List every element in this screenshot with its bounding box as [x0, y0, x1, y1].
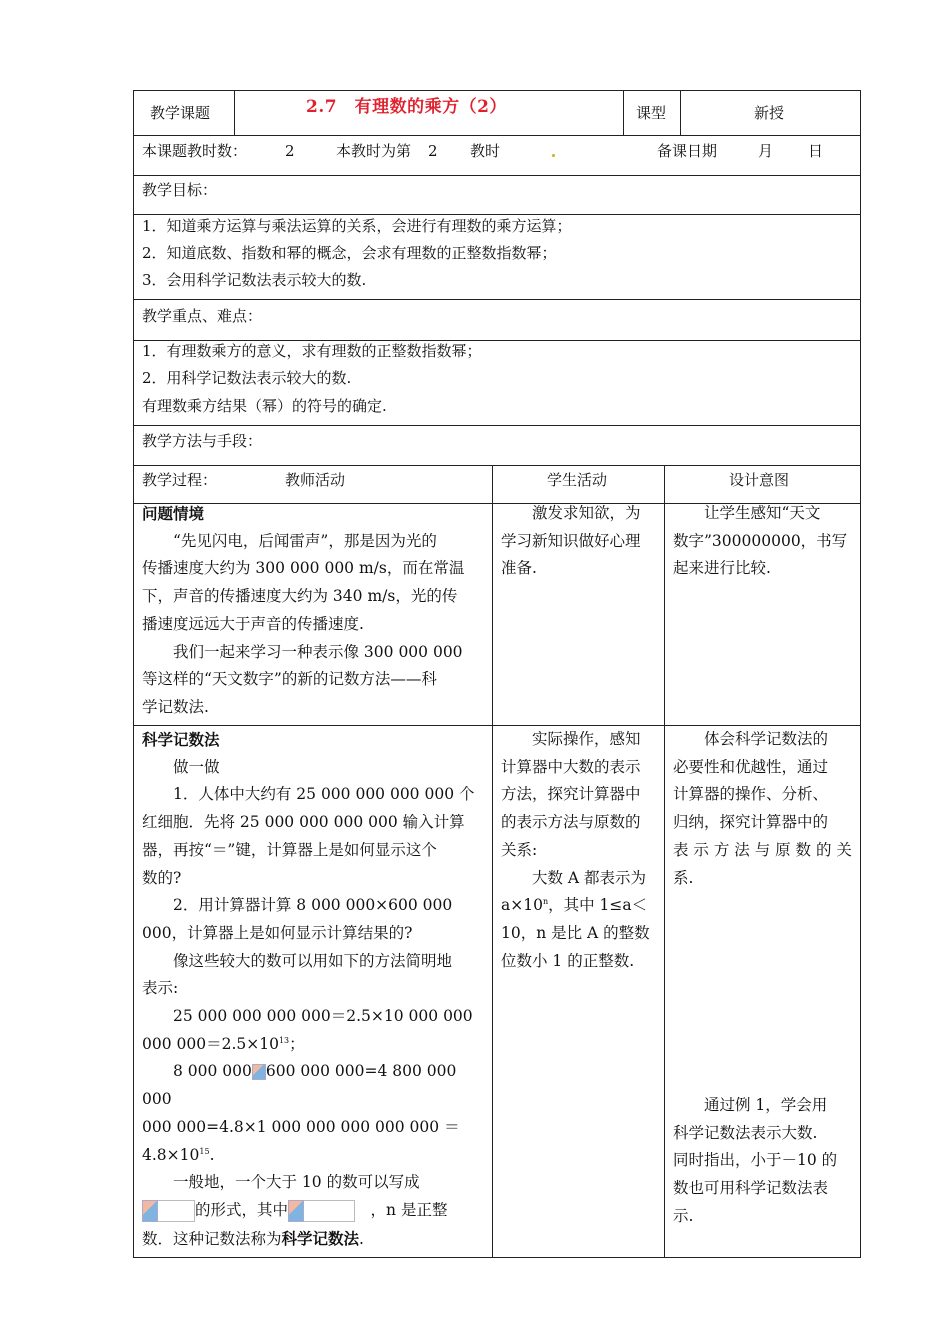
n-text: ，n 是正整 [370, 1200, 448, 1219]
image-placeholder [304, 1200, 355, 1222]
section1-student-line: 准备. [501, 559, 537, 578]
section2-student-line: 方法，探究计算器中 [501, 785, 641, 804]
section2-student-line: 大数 A 都表示为 [501, 868, 647, 887]
section2-student-line: 位数小 1 的正整数. [501, 951, 635, 970]
section1-teacher-line: 播速度远远大于声音的传播速度. [142, 614, 364, 633]
section2-form-line [142, 1197, 487, 1225]
section2-teacher-line: 像这些较大的数可以用如下的方法简明地 [142, 951, 453, 970]
section1-student-line: 激发求知欲，为 [501, 504, 641, 522]
section2-last-line [142, 1225, 487, 1254]
section2-design-line: 同时指出，小于－10 的 [673, 1151, 838, 1170]
section2-teacher-line: 000 000=4.8×1 000 000 000 000 000 ＝ [142, 1117, 460, 1136]
section2-design-line: 计算器的操作、分析、 [673, 785, 829, 804]
current-label: 本教时为第 [336, 142, 412, 160]
section2-result-line [142, 1142, 487, 1170]
exponent: n [542, 897, 549, 907]
topic-label: 教学课题 [150, 104, 211, 122]
section2-teacher-line: 表示: [142, 979, 179, 998]
section2-design-line: 必要性和优越性，通过 [673, 757, 829, 776]
broken-image-icon [142, 1200, 158, 1222]
section2-student-line: 计算器中大数的表示 [501, 757, 641, 776]
prep-date-label: 备课日期 [657, 142, 718, 160]
type-value: 新授 [754, 104, 785, 122]
key-point-item: 1．有理数乘方的意义，求有理数的正整数指数幂； [142, 342, 482, 360]
key-point-item: 2．用科学记数法表示较大的数. [142, 369, 352, 387]
teacher-activity-header: 教师活动 [285, 471, 346, 489]
section2-student-line: 实际操作，感知 [501, 730, 641, 748]
hours-value: 2 [285, 142, 295, 160]
day-label: 日 [808, 142, 824, 160]
section2-design-cell-bottom [673, 1092, 855, 1231]
equation-text: 000 000＝2.5×10 [142, 1034, 279, 1053]
period: . [209, 1145, 215, 1164]
table-right-border [860, 90, 861, 1258]
section2-teacher-cell [142, 726, 487, 1253]
section2-multiply-line [142, 1058, 487, 1113]
section2-design-line: 系. [673, 868, 694, 887]
multiply-text: 8 000 000 [142, 1062, 252, 1081]
current-value: 2 [428, 142, 438, 160]
row-divider [133, 465, 861, 466]
form-text: 的形式，其中 [195, 1200, 289, 1219]
semicolon: ； [289, 1034, 305, 1053]
section1-heading: 问题情境 [142, 504, 205, 523]
table-left-border [133, 90, 134, 1258]
objectives-label: 教学目标： [142, 181, 218, 199]
section1-teacher-line: 下，声音的传播速度大约为 340 m/s，光的传 [142, 587, 458, 606]
section1-teacher-cell [142, 500, 487, 722]
broken-image-icon [288, 1200, 304, 1222]
section2-student-line: 的表示方法与原数的 [501, 813, 641, 832]
section2-design-line: 科学记数法表示大数. [673, 1123, 818, 1142]
objective-item: 1．知道乘方运算与乘法运算的关系，会进行有理数的乘方运算； [142, 217, 572, 235]
design-intent-header: 设计意图 [729, 471, 790, 489]
key-points-label: 教学重点、难点： [142, 307, 263, 325]
col-divider [680, 90, 681, 135]
type-label: 课型 [636, 104, 667, 122]
section1-teacher-line: 我们一起来学习一种表示像 300 000 000 [142, 642, 463, 661]
month-label: 月 [758, 142, 774, 160]
row-divider [133, 214, 861, 215]
section2-equation-line [142, 1031, 487, 1059]
row-divider [133, 299, 861, 300]
row-divider [133, 425, 861, 426]
last-line-prefix: 数．这种记数法称为 [142, 1229, 282, 1248]
exponent: 15 [199, 1146, 210, 1156]
objective-item: 3．会用科学记数法表示较大的数. [142, 271, 367, 289]
multiply-tail: 600 000 000=4 800 000 000 [142, 1062, 457, 1109]
formula-tail: ，其中 1≤a＜ [548, 896, 648, 915]
objective-item: 2．知道底数、指数和幂的概念，会求有理数的正整数指数幂； [142, 244, 557, 262]
col-divider [234, 90, 235, 135]
row-divider [133, 175, 861, 176]
exponent: 13 [278, 1035, 290, 1045]
hours-label: 本课题教时数： [142, 142, 248, 160]
section2-teacher-line: 做一做 [142, 757, 220, 776]
lesson-title: 2.7 有理数的乘方（2） [306, 97, 507, 117]
current-suffix: 教时 [470, 142, 501, 160]
table-top-border [133, 90, 861, 91]
section2-teacher-line: 器，再按“＝”键，计算器上是如何显示这个 [142, 840, 437, 859]
broken-image-icon [252, 1064, 266, 1080]
section2-design-line: 示. [673, 1206, 694, 1225]
section1-student-cell [501, 500, 659, 583]
section2-student-formula-line [501, 892, 659, 920]
section2-teacher-line: 1．人体中大约有 25 000 000 000 000 个 [142, 785, 475, 804]
section2-student-cell [501, 726, 659, 975]
result-text: 4.8×10 [142, 1145, 200, 1164]
formula-text: a×10 [501, 896, 543, 915]
image-placeholder [158, 1200, 195, 1222]
last-line-suffix: . [359, 1229, 364, 1248]
section2-teacher-line: 000，计算器上是如何显示计算结果的? [142, 923, 413, 942]
section1-student-line: 学习新知识做好心理 [501, 531, 641, 550]
col-divider [664, 465, 665, 1258]
section2-design-line: 通过例 1，学会用 [673, 1096, 828, 1114]
section1-design-line: 让学生感知“天文 [673, 504, 821, 522]
key-point-item: 有理数乘方结果（幂）的符号的确定. [142, 397, 387, 415]
col-divider [623, 90, 624, 135]
table-bottom-border [133, 1257, 861, 1258]
student-activity-header: 学生活动 [547, 471, 608, 489]
section1-design-line: 数字”300000000，书写 [673, 531, 848, 550]
section2-design-cell [673, 726, 855, 892]
section2-teacher-line: 25 000 000 000 000＝2.5×10 000 000 [142, 1007, 473, 1026]
section2-teacher-line: 2．用计算器计算 8 000 000×600 000 [142, 896, 453, 915]
process-label: 教学过程： [142, 471, 218, 489]
section2-student-line: 10，n 是比 A 的整数 [501, 923, 650, 942]
col-divider [492, 465, 493, 1258]
section2-teacher-line: 红细胞．先将 25 000 000 000 000 输入计算 [142, 813, 465, 832]
section2-teacher-line: 数的? [142, 868, 182, 887]
section2-design-line: 数也可用科学记数法表 [673, 1179, 829, 1198]
section2-heading: 科学记数法 [142, 730, 220, 749]
section1-design-line: 起来进行比较. [673, 559, 771, 578]
section2-teacher-line: 一般地，一个大于 10 的数可以写成 [142, 1173, 420, 1192]
section2-student-line: 关系: [501, 840, 538, 859]
section1-teacher-line: 等这样的“天文数字”的新的记数方法——科 [142, 670, 437, 689]
section1-teacher-line: 学记数法. [142, 697, 209, 716]
row-divider [133, 340, 861, 341]
section1-design-cell [673, 500, 855, 583]
scientific-notation-term: 科学记数法 [281, 1228, 360, 1248]
section2-design-line: 体会科学记数法的 [673, 730, 829, 748]
section2-design-line: 表 示 方 法 与 原 数 的 关 [673, 840, 852, 859]
section1-teacher-line: 传播速度大约为 300 000 000 m/s，而在常温 [142, 559, 465, 578]
speck-mark [552, 154, 555, 157]
row-divider [133, 135, 861, 136]
section1-teacher-line: “先见闪电，后闻雷声”，那是因为光的 [142, 531, 437, 550]
section2-design-line: 归纳，探究计算器中的 [673, 813, 829, 832]
methods-label: 教学方法与手段： [142, 432, 263, 450]
